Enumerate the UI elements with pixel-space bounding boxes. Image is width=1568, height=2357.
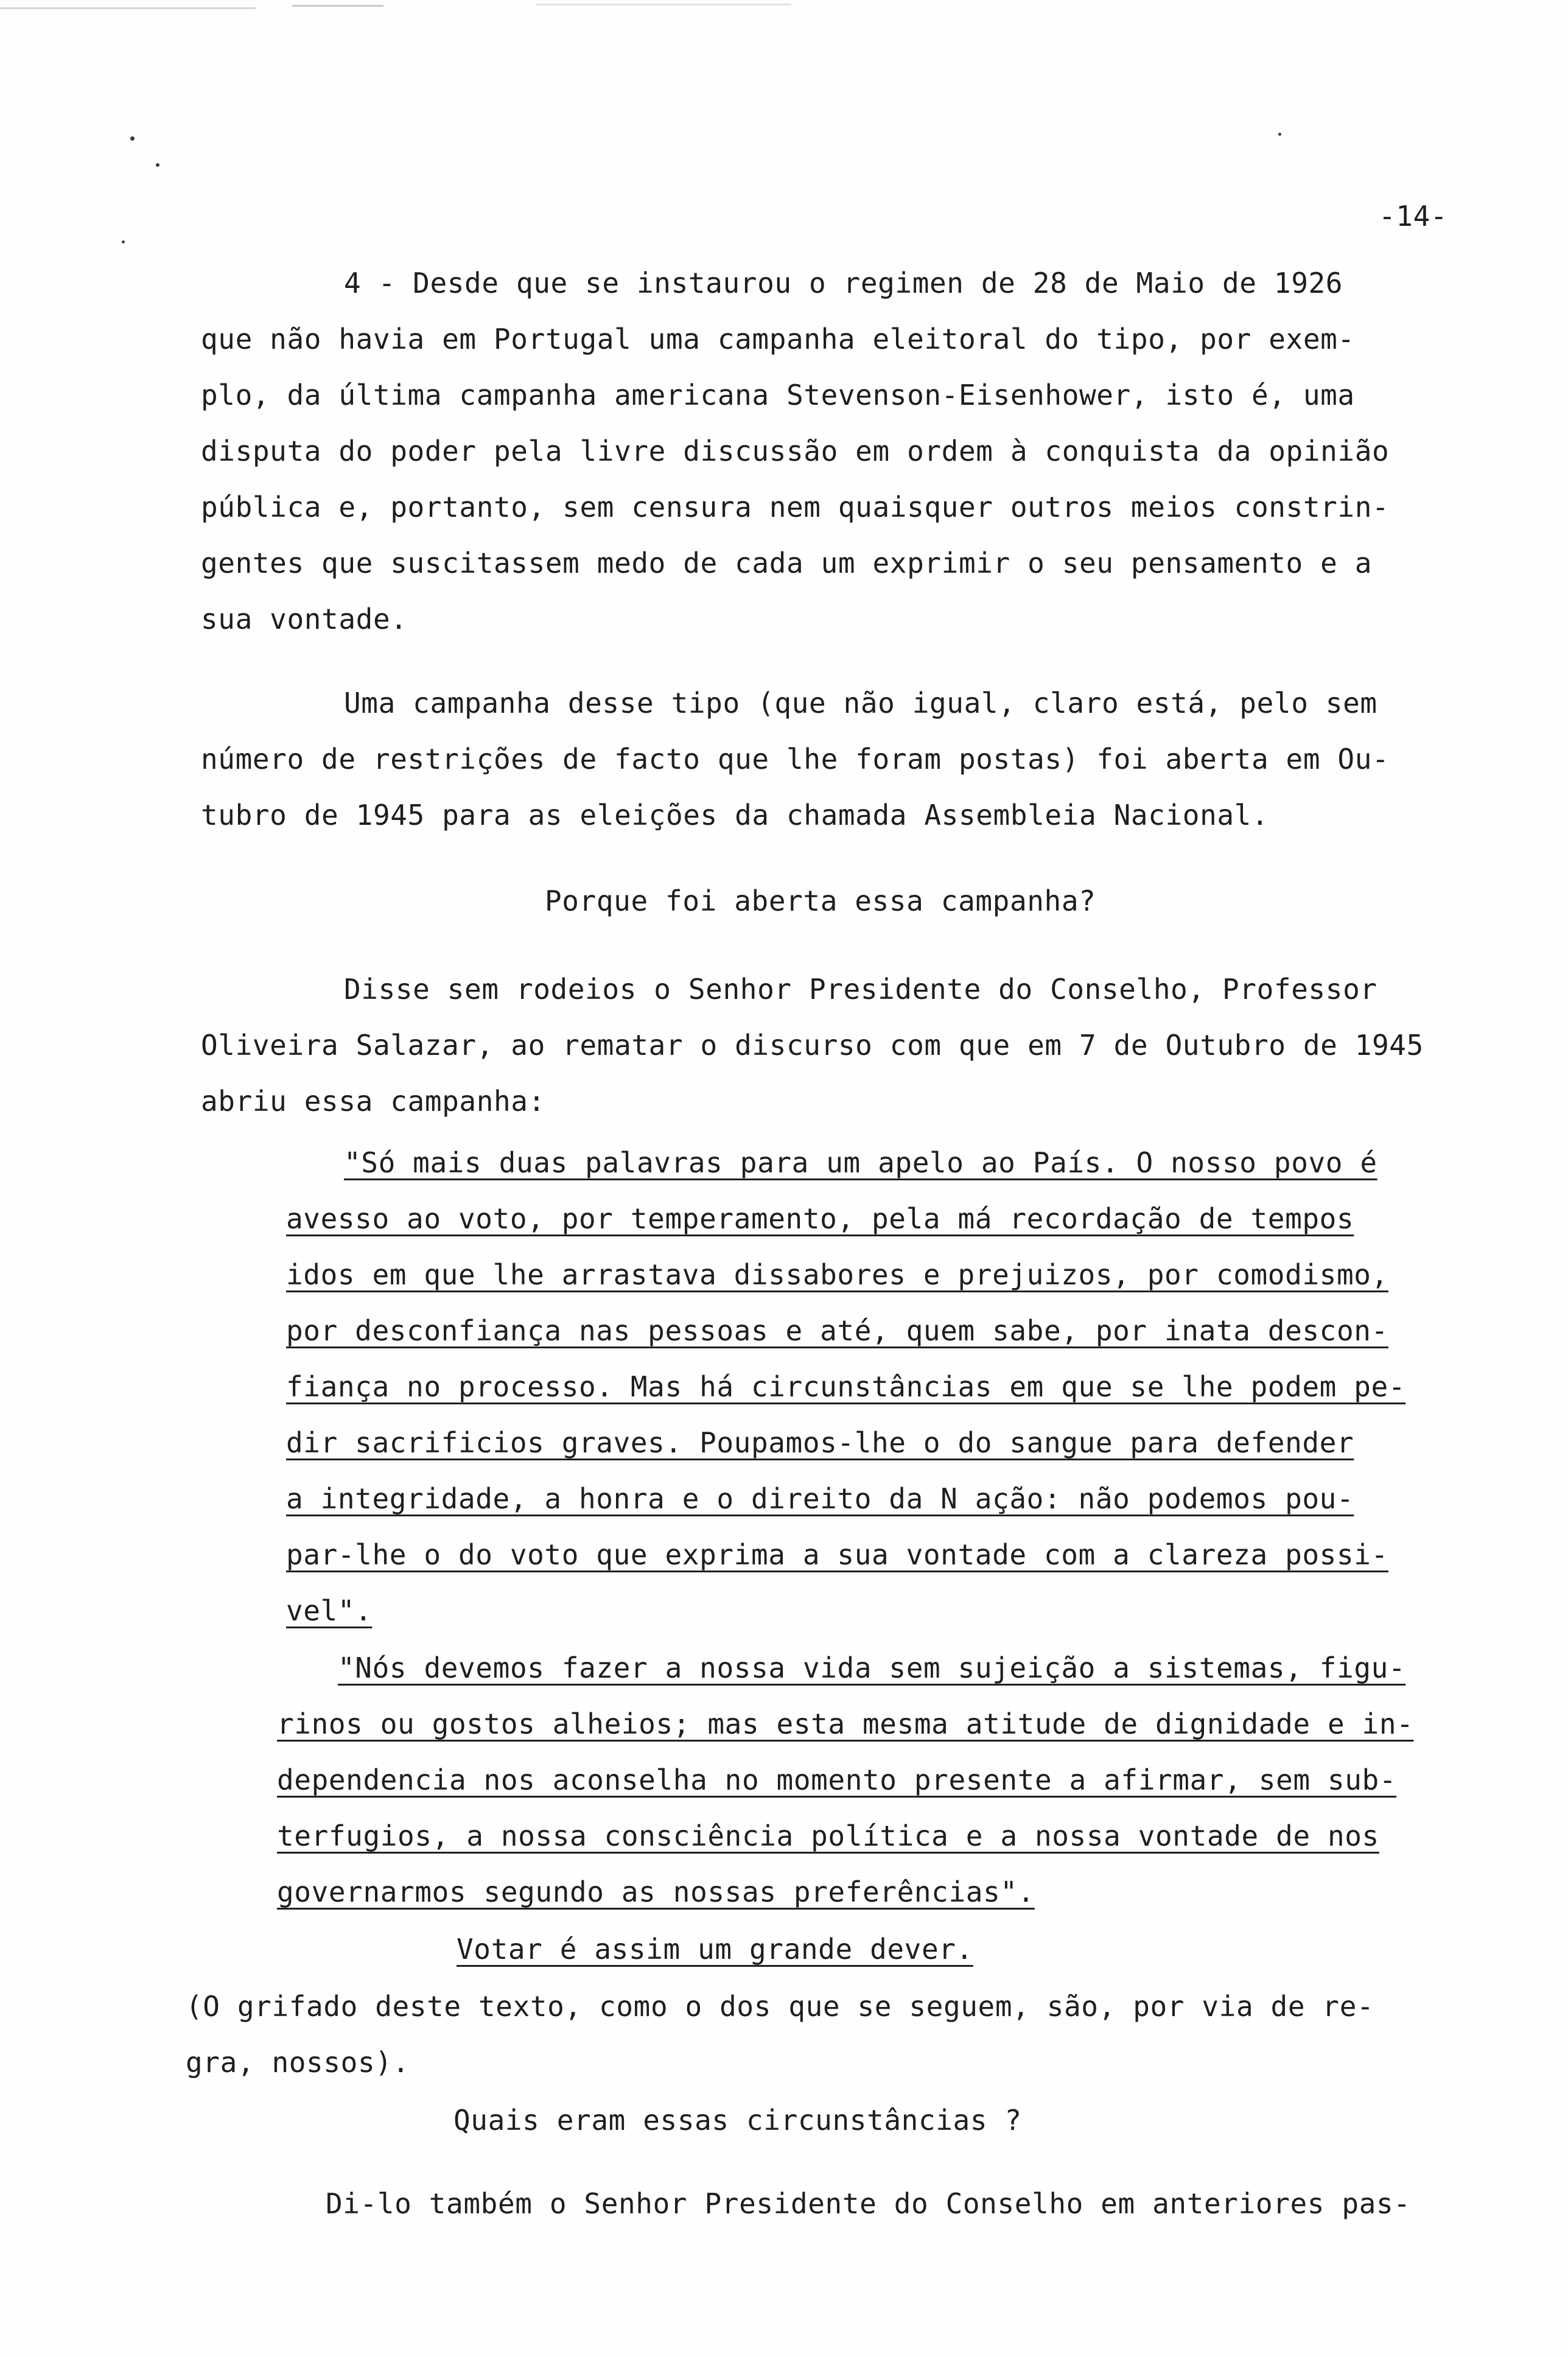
paragraph-2-line: tubro de 1945 para as eleições da chamada Assembleia Nacional. bbox=[201, 799, 1269, 832]
quote-1-line: por desconfiança nas pessoas e até, quem sabe, por inata descon- bbox=[286, 1314, 1388, 1347]
quote-2-line: governarmos segundo as nossas preferências". bbox=[277, 1875, 1035, 1908]
quote-1-line: "Só mais duas palavras para um apelo ao País. O nosso povo é bbox=[344, 1146, 1377, 1179]
quote-1-line: dir sacrificios graves. Poupamos-lhe o do sangue para defender bbox=[286, 1426, 1354, 1459]
question-heading: Quais eram essas circunstâncias ? bbox=[453, 2104, 1022, 2137]
quote-1-line: idos em que lhe arrastava dissabores e prejuizos, por comodismo, bbox=[286, 1258, 1388, 1291]
paragraph-3-line: abriu essa campanha: bbox=[201, 1085, 545, 1118]
scan-speck bbox=[122, 240, 125, 243]
paragraph-3-line: Oliveira Salazar, ao rematar o discurso com que em 7 de Outubro de 1945 bbox=[201, 1029, 1424, 1062]
paragraph-2-line: número de restrições de facto que lhe foram postas) foi aberta em Ou- bbox=[201, 743, 1390, 776]
paragraph-2-line: Uma campanha desse tipo (que não igual, claro está, pelo sem bbox=[344, 687, 1377, 720]
paragraph-1-line: que não havia em Portugal uma campanha eleitoral do tipo, por exem- bbox=[201, 323, 1355, 355]
scan-speck bbox=[1278, 133, 1281, 136]
note-line: gra, nossos). bbox=[186, 2046, 410, 2079]
quote-2-line: terfugios, a nossa consciência política e a nossa vontade de nos bbox=[277, 1819, 1379, 1852]
quote-1-line: par-lhe o do voto que exprima a sua vontade com a clareza possi- bbox=[286, 1538, 1388, 1571]
quote-1-line: a integridade, a honra e o direito da N ação: não podemos pou- bbox=[286, 1482, 1354, 1515]
paragraph-1-line: sua vontade. bbox=[201, 603, 408, 636]
scan-artifact-line bbox=[536, 4, 791, 5]
emphasis-line: Votar é assim um grande dever. bbox=[457, 1933, 973, 1966]
scan-speck bbox=[130, 136, 135, 141]
quote-1-line: fiança no processo. Mas há circunstâncias em que se lhe podem pe- bbox=[286, 1370, 1406, 1403]
note-line: (O grifado deste texto, como o dos que se seguem, são, por via de re- bbox=[186, 1990, 1374, 2023]
quote-2-line: rinos ou gostos alheios; mas esta mesma atitude de dignidade e in- bbox=[277, 1707, 1414, 1740]
paragraph-1-line: disputa do poder pela livre discussão em ordem à conquista da opinião bbox=[201, 435, 1390, 468]
page-number: -14- bbox=[1379, 200, 1448, 233]
quote-1-line: vel". bbox=[286, 1594, 373, 1627]
quote-1-line: avesso ao voto, por temperamento, pela má recordação de tempos bbox=[286, 1202, 1354, 1235]
paragraph-1-line: 4 - Desde que se instaurou o regimen de 28 de Maio de 1926 bbox=[344, 267, 1343, 299]
scan-speck bbox=[156, 163, 159, 167]
paragraph-1-line: plo, da última campanha americana Stevenson-Eisenhower, isto é, uma bbox=[201, 379, 1355, 412]
paragraph-3-line: Disse sem rodeios o Senhor Presidente do Conselho, Professor bbox=[344, 973, 1377, 1006]
quote-2-line: "Nós devemos fazer a nossa vida sem sujeição a sistemas, figu- bbox=[338, 1651, 1406, 1684]
quote-2-line: dependencia nos aconselha no momento presente a afirmar, sem sub- bbox=[277, 1763, 1397, 1796]
scan-artifact-line bbox=[292, 5, 383, 7]
paragraph-4-line: Di-lo também o Senhor Presidente do Conselho em anteriores pas- bbox=[326, 2187, 1411, 2220]
paragraph-1-line: gentes que suscitassem medo de cada um exprimir o seu pensamento e a bbox=[201, 547, 1373, 580]
question-heading: Porque foi aberta essa campanha? bbox=[545, 884, 1096, 917]
paragraph-1-line: pública e, portanto, sem censura nem quaisquer outros meios constrin- bbox=[201, 491, 1390, 524]
scan-artifact-line bbox=[0, 7, 256, 9]
